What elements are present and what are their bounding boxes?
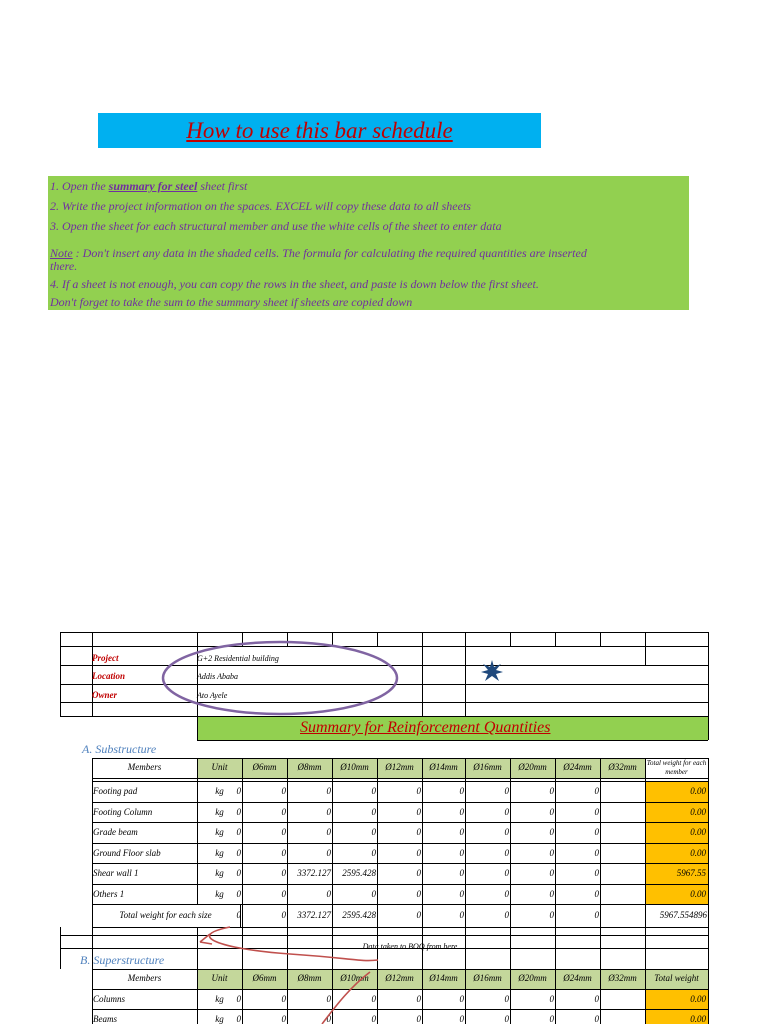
sub-value-cell: 0: [236, 868, 241, 878]
sub-header-cell: Members: [127, 762, 162, 772]
sub-member-total: 5967.55: [676, 868, 706, 878]
sub-member-name: Ground Floor slab: [93, 847, 161, 858]
sub-value-cell: 0: [236, 786, 241, 796]
sub-value-cell: 2595.428: [342, 868, 376, 878]
sup-header-cell: Ø8mm: [297, 973, 322, 983]
sub-header-cell: Ø16mm: [473, 762, 502, 772]
owner-label: Owner: [92, 690, 118, 700]
sub-size-total: 0: [416, 910, 421, 920]
sub-header-cell: Ø12mm: [385, 762, 414, 772]
sub-value-cell: 0: [459, 786, 464, 796]
sub-member-name: Grade beam: [93, 827, 138, 837]
sub-header-cell: Ø6mm: [252, 762, 277, 772]
callout-arrow-upper: [210, 927, 378, 961]
sup-total-header: Total weight: [654, 973, 699, 983]
sub-value-cell: 0: [371, 786, 376, 796]
sub-value-cell: 0: [326, 786, 331, 796]
instruction-note-cont: there.: [50, 259, 78, 273]
sup-value-cell: 0: [416, 994, 421, 1004]
sub-value-cell: 0: [416, 827, 421, 837]
sub-value-cell: 0: [326, 888, 331, 899]
sub-value-cell: 0: [549, 888, 554, 899]
sub-header-cell: Ø14mm: [429, 762, 458, 772]
sub-value-cell: 3372.127: [297, 868, 331, 878]
sup-value-cell: 0: [459, 994, 464, 1004]
sub-unit: kg: [215, 868, 224, 878]
sub-size-total: 0: [281, 910, 286, 920]
sub-value-cell: 0: [459, 827, 464, 837]
sub-value-cell: 0: [281, 786, 286, 796]
sub-header-cell: Ø10mm: [340, 762, 369, 772]
sub-value-cell: 0: [416, 806, 421, 817]
sub-size-total: 0: [504, 910, 509, 920]
sup-member-total: 0.00: [690, 1014, 706, 1024]
sub-value-cell: 0: [371, 827, 376, 837]
sub-value-cell: 0: [594, 806, 599, 817]
sub-value-cell: 0: [459, 806, 464, 817]
sup-value-cell: 0: [281, 1014, 286, 1024]
sup-value-cell: 0: [281, 994, 286, 1004]
sub-value-cell: 0: [504, 827, 509, 837]
sub-unit: kg: [215, 786, 224, 796]
sub-value-cell: 0: [236, 847, 241, 858]
sup-value-cell: 0: [549, 994, 554, 1004]
sup-value-cell: 0: [416, 1014, 421, 1024]
sup-value-cell: 0: [371, 994, 376, 1004]
sup-header-cell: Ø10mm: [340, 973, 369, 983]
sub-member-name: Others 1: [93, 888, 125, 899]
sup-header-cell: Ø20mm: [518, 973, 547, 983]
sub-value-cell: 0: [326, 847, 331, 858]
sub-size-total: 0: [459, 910, 464, 920]
sub-value-cell: 0: [371, 888, 376, 899]
sub-value-cell: 0: [281, 806, 286, 817]
sub-value-cell: 0: [281, 827, 286, 837]
sub-value-cell: 0: [549, 806, 554, 817]
sub-value-cell: 0: [549, 827, 554, 837]
sub-unit: kg: [215, 847, 224, 858]
sub-member-name: Footing pad: [93, 786, 138, 796]
sub-value-cell: 0: [504, 806, 509, 817]
sub-value-cell: 0: [459, 888, 464, 899]
sub-header-cell: Ø32mm: [608, 762, 637, 772]
sub-value-cell: 0: [281, 868, 286, 878]
sup-value-cell: 0: [236, 994, 241, 1004]
sub-value-cell: 0: [416, 847, 421, 858]
sub-total-label: Total weight for each size: [119, 910, 212, 920]
sub-value-cell: 0: [326, 827, 331, 837]
sup-member-name: Columns: [93, 994, 126, 1004]
sup-header-cell: Ø16mm: [473, 973, 502, 983]
location-value[interactable]: Addis Ababa: [197, 672, 238, 681]
sub-size-total: 0: [549, 910, 554, 920]
sub-size-total: 3372.127: [297, 910, 331, 920]
sup-value-cell: 0: [504, 1014, 509, 1024]
sub-value-cell: 0: [594, 888, 599, 899]
reinforcement-summary-sheet: [60, 632, 708, 1024]
summary-title: Summary for Reinforcement Quantities: [300, 719, 551, 736]
project-value[interactable]: G+2 Residential building: [197, 654, 279, 663]
sub-total-header: Total weight for each member: [646, 759, 707, 776]
sub-value-cell: 0: [549, 847, 554, 858]
sub-value-cell: 0: [594, 847, 599, 858]
sup-member-name: Beams: [93, 1014, 117, 1024]
sub-value-cell: 0: [281, 888, 286, 899]
sub-member-name: Shear wall 1: [93, 868, 139, 878]
sub-member-total: 0.00: [690, 786, 706, 796]
sub-value-cell: 0: [236, 806, 241, 817]
sub-member-total: 0.00: [690, 806, 706, 817]
sub-unit: kg: [215, 888, 224, 899]
sup-value-cell: 0: [549, 1014, 554, 1024]
sup-header-cell: Unit: [211, 973, 228, 983]
sub-header-cell: Ø8mm: [297, 762, 322, 772]
sub-value-cell: 0: [236, 888, 241, 899]
location-label: Location: [92, 671, 125, 681]
boq-callout: Data taken to BOQ from here: [362, 942, 458, 951]
callout-arrow-lower: [322, 972, 370, 1024]
sub-value-cell: 0: [281, 847, 286, 858]
sup-value-cell: 0: [236, 1014, 241, 1024]
sub-member-name: Footing Column: [93, 806, 153, 817]
sub-value-cell: 0: [594, 786, 599, 796]
substructure-heading: A. Substructure: [82, 742, 157, 756]
highlight-ellipse: [163, 642, 397, 714]
sub-value-cell: 0: [416, 868, 421, 878]
sub-size-total: 2595.428: [342, 910, 376, 920]
instruction-line-4: 4. If a sheet is not enough, you can copy the rows in the sheet, and paste is down below the first sheet.: [50, 277, 539, 291]
sup-value-cell: 0: [326, 994, 331, 1004]
instructions-panel: [48, 176, 689, 310]
sub-value-cell: 0: [459, 847, 464, 858]
sup-value-cell: 0: [594, 994, 599, 1004]
sub-value-cell: 0: [504, 868, 509, 878]
sub-value-cell: 0: [504, 888, 509, 899]
sub-value-cell: 0: [504, 847, 509, 858]
sup-header-cell: Ø6mm: [252, 973, 277, 983]
sub-size-total: 0: [594, 910, 599, 920]
sub-header-cell: Ø20mm: [518, 762, 547, 772]
sup-header-cell: Ø32mm: [608, 973, 637, 983]
sup-value-cell: 0: [594, 1014, 599, 1024]
sub-member-total: 0.00: [690, 847, 706, 858]
annotation-overlay: [60, 632, 708, 1024]
sup-value-cell: 0: [504, 994, 509, 1004]
sub-value-cell: 0: [371, 847, 376, 858]
sub-header-cell: Unit: [211, 762, 228, 772]
sub-value-cell: 0: [549, 868, 554, 878]
sup-unit: kg: [215, 1014, 224, 1024]
sub-value-cell: 0: [549, 786, 554, 796]
sub-header-cell: Ø24mm: [563, 762, 592, 772]
instruction-line-5: Don't forget to take the sum to the summary sheet if sheets are copied down: [50, 295, 413, 309]
sup-header-cell: Ø24mm: [563, 973, 592, 983]
superstructure-heading: B. Superstructure: [80, 953, 165, 967]
instruction-line-3: 3. Open the sheet for each structural member and use the white cells of the sheet to enter data: [50, 219, 502, 233]
sub-unit: kg: [215, 827, 224, 837]
summary-sheet-link[interactable]: summary for steel: [108, 179, 198, 193]
sup-header-cell: Members: [127, 973, 162, 983]
sup-value-cell: 0: [459, 1014, 464, 1024]
sub-value-cell: 0: [371, 806, 376, 817]
instruction-line-1: 1. Open the summary for steel sheet first: [50, 179, 248, 193]
project-label: Project: [92, 653, 119, 663]
instruction-note: Note : Don't insert any data in the shaded cells. The formula for calculating the required quantities are inserted: [50, 246, 587, 260]
sub-value-cell: 0: [594, 868, 599, 878]
sub-value-cell: 0: [326, 806, 331, 817]
sub-grand-total: 5967.554896: [659, 910, 707, 920]
page-title: How to use this bar schedule: [186, 117, 453, 143]
sub-member-total: 0.00: [690, 827, 706, 837]
instruction-line-2: 2. Write the project information on the spaces. EXCEL will copy these data to all sheets: [50, 199, 471, 213]
sub-value-cell: 0: [504, 786, 509, 796]
sup-value-cell: 0: [371, 1014, 376, 1024]
sup-member-total: 0.00: [690, 994, 706, 1004]
sub-value-cell: 0: [236, 827, 241, 837]
owner-value[interactable]: Ato Ayele: [197, 691, 228, 700]
sub-value-cell: 0: [416, 888, 421, 899]
sub-unit: kg: [215, 806, 224, 817]
sub-value-cell: 0: [594, 827, 599, 837]
sub-member-total: 0.00: [690, 888, 706, 899]
sup-unit: kg: [215, 994, 224, 1004]
title-banner: [98, 113, 541, 148]
sup-value-cell: 0: [326, 1014, 331, 1024]
sub-size-total: 0: [236, 910, 241, 920]
sup-header-cell: Ø14mm: [429, 973, 458, 983]
sub-value-cell: 0: [459, 868, 464, 878]
sub-value-cell: 0: [416, 786, 421, 796]
sup-header-cell: Ø12mm: [385, 973, 414, 983]
